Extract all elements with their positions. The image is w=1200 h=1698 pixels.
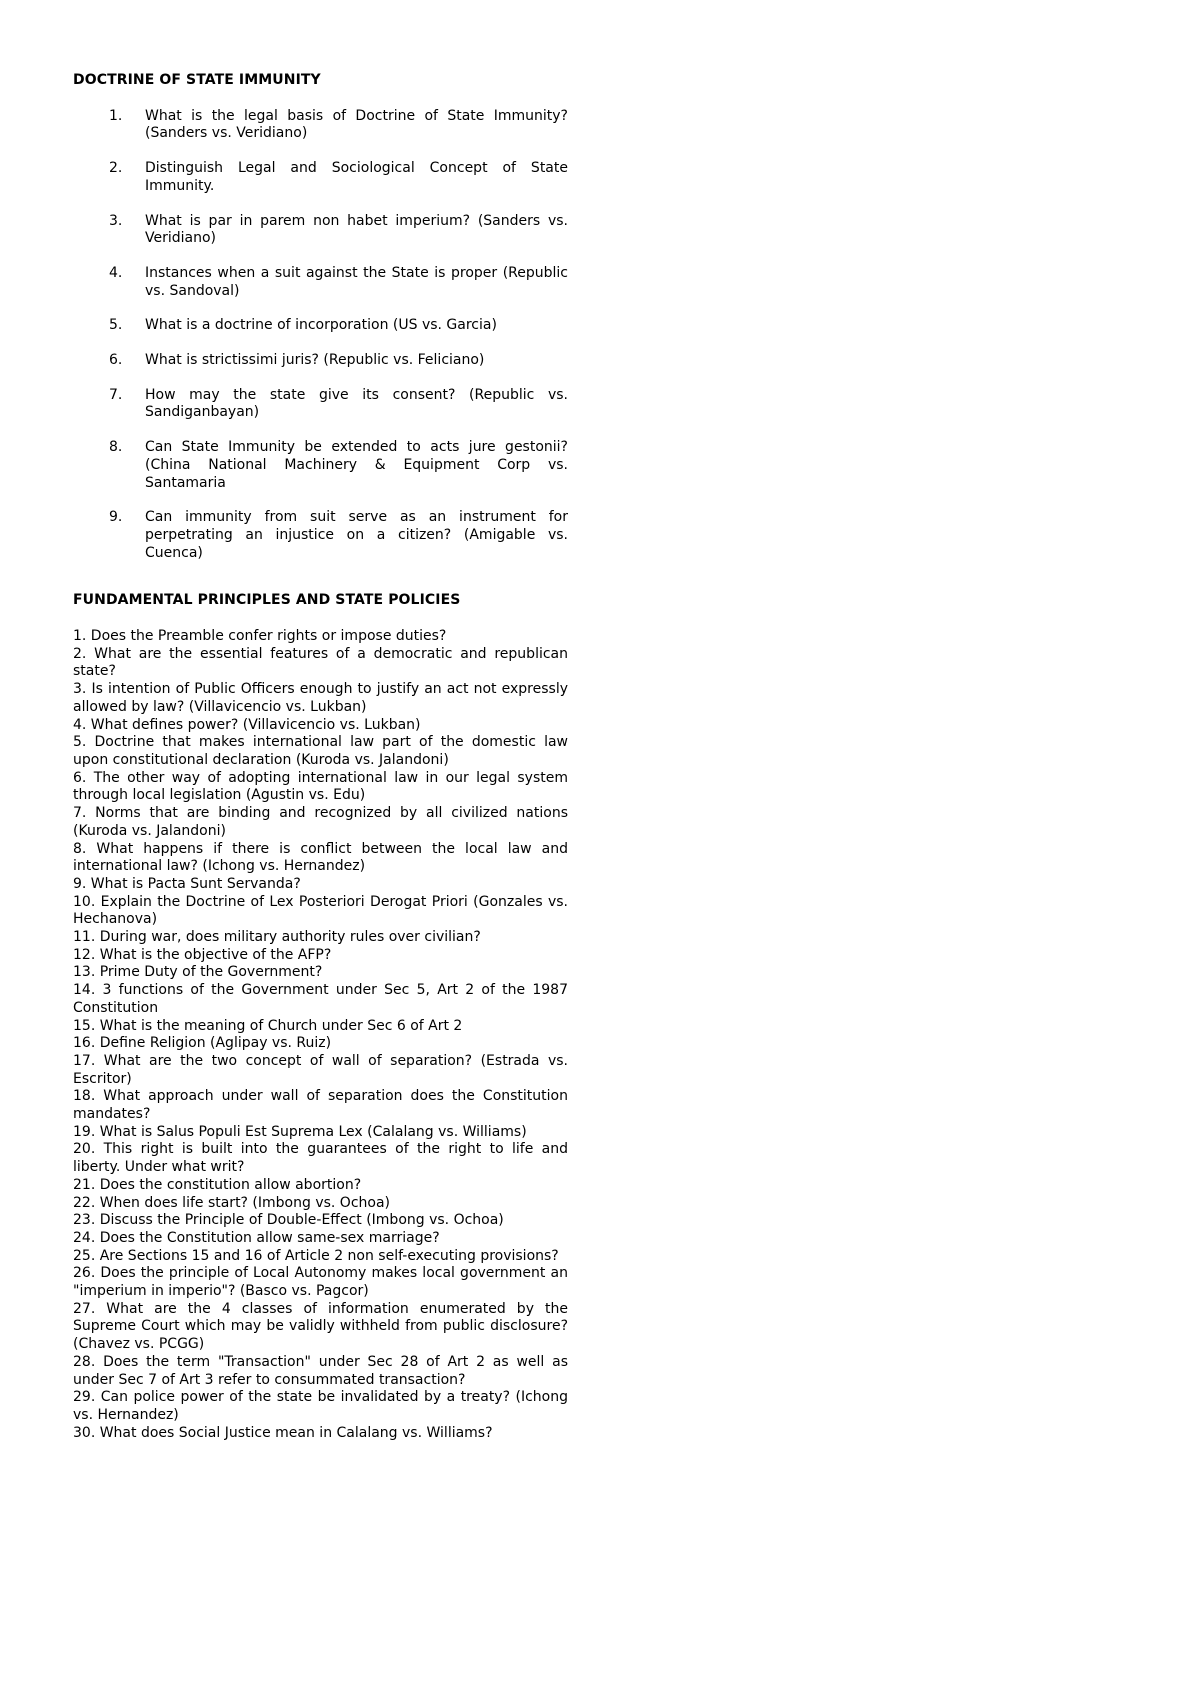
question-item: 18. What approach under wall of separation does the Constitution mandates? xyxy=(73,1088,568,1123)
question-item: 23. Discuss the Principle of Double-Effect (Imbong vs. Ochoa) xyxy=(73,1212,504,1229)
question-item: 30. What does Social Justice mean in Calalang vs. Williams? xyxy=(73,1424,493,1441)
list-item xyxy=(73,439,568,492)
list-item xyxy=(73,213,568,248)
question-item: 11. During war, does military authority rules over civilian? xyxy=(73,929,481,946)
question-item: 8. What happens if there is conflict between the local law and international law? (Ichong vs. Hernandez) xyxy=(73,840,568,875)
question-item: 10. Explain the Doctrine of Lex Posteriori Derogat Priori (Gonzales vs. Hechanova) xyxy=(73,893,568,928)
list-item-text: What is the legal basis of Doctrine of State Immunity? (Sanders vs. Veridiano) xyxy=(145,107,568,142)
question-item: 5. Doctrine that makes international law part of the domestic law upon constitutional declaration (Kuroda vs. Jalandoni) xyxy=(73,734,568,768)
text-column xyxy=(73,72,568,1442)
list-item xyxy=(73,265,568,300)
section2-heading: FUNDAMENTAL PRINCIPLES AND STATE POLICIES xyxy=(73,592,461,609)
question-item: 7. Norms that are binding and recognized by all civilized nations (Kuroda vs. Jalandoni) xyxy=(73,805,568,839)
list-item xyxy=(73,160,568,195)
list-item-number: 8. xyxy=(109,439,123,456)
question-item: 24. Does the Constitution allow same-sex marriage? xyxy=(73,1229,440,1246)
question-item: 2. What are the essential features of a democratic and republican state? xyxy=(73,645,568,680)
list-item-number: 3. xyxy=(109,212,123,229)
list-item xyxy=(73,352,568,370)
list-item-number: 9. xyxy=(109,509,123,526)
list-item-text: Distinguish Legal and Sociological Concept of State Immunity. xyxy=(145,160,568,194)
list-item-number: 6. xyxy=(109,352,123,369)
list-item-number: 7. xyxy=(109,386,123,403)
section2-list xyxy=(73,628,568,1442)
list-item xyxy=(73,387,568,422)
question-item: 29. Can police power of the state be invalidated by a treaty? (Ichong vs. Hernandez) xyxy=(73,1389,568,1423)
question-item: 17. What are the two concept of wall of separation? (Estrada vs. Escritor) xyxy=(73,1052,568,1087)
question-item: 25. Are Sections 15 and 16 of Article 2 non self-executing provisions? xyxy=(73,1247,559,1264)
question-item: 26. Does the principle of Local Autonomy makes local government an "imperium in imperio"? (Basco vs. Pagcor) xyxy=(73,1265,568,1300)
question-item: 16. Define Religion (Aglipay vs. Ruiz) xyxy=(73,1035,332,1052)
question-item: 12. What is the objective of the AFP? xyxy=(73,946,332,963)
section1-list xyxy=(73,108,568,563)
question-item: 15. What is the meaning of Church under Sec 6 of Art 2 xyxy=(73,1017,463,1034)
list-item-text: What is strictissimi juris? (Republic vs. Feliciano) xyxy=(145,352,485,369)
question-item: 21. Does the constitution allow abortion? xyxy=(73,1176,362,1193)
question-item: 6. The other way of adopting international law in our legal system through local legislation (Agustin vs. Edu) xyxy=(73,769,568,804)
list-item-text: Can State Immunity be extended to acts jure gestonii? (China National Machinery & Equipment Corp vs. Santamaria xyxy=(145,439,568,491)
list-item-number: 2. xyxy=(109,160,123,177)
list-item-text: How may the state give its consent? (Republic vs. Sandiganbayan) xyxy=(145,386,568,421)
list-item-text: What is a doctrine of incorporation (US vs. Garcia) xyxy=(145,317,497,334)
question-item: 19. What is Salus Populi Est Suprema Lex (Calalang vs. Williams) xyxy=(73,1123,527,1140)
question-item: 1. Does the Preamble confer rights or impose duties? xyxy=(73,628,447,645)
list-item xyxy=(73,509,568,562)
question-item: 22. When does life start? (Imbong vs. Ochoa) xyxy=(73,1194,391,1211)
question-item: 4. What defines power? (Villavicencio vs. Lukban) xyxy=(73,716,421,733)
question-item: 13. Prime Duty of the Government? xyxy=(73,964,323,981)
list-item xyxy=(73,108,568,143)
list-item-text: Can immunity from suit serve as an instrument for perpetrating an injustice on a citizen? (Amigable vs. Cuenca) xyxy=(145,509,568,561)
list-item-number: 5. xyxy=(109,317,123,334)
list-item-text: What is par in parem non habet imperium? (Sanders vs. Veridiano) xyxy=(145,212,568,247)
question-item: 14. 3 functions of the Government under Sec 5, Art 2 of the 1987 Constitution xyxy=(73,982,568,1016)
list-item-text: Instances when a suit against the State is proper (Republic vs. Sandoval) xyxy=(145,264,568,299)
question-item: 28. Does the term "Transaction" under Sec 28 of Art 2 as well as under Sec 7 of Art 3 refer to consummated transaction? xyxy=(73,1353,568,1388)
section1-heading: DOCTRINE OF STATE IMMUNITY xyxy=(73,72,321,88)
list-item-number: 4. xyxy=(109,264,123,281)
question-item: 3. Is intention of Public Officers enough to justify an act not expressly allowed by law? (Villavicencio vs. Lukban) xyxy=(73,681,568,715)
question-item: 20. This right is built into the guarantees of the right to life and liberty. Under what writ? xyxy=(73,1141,568,1176)
list-item-number: 1. xyxy=(109,107,123,124)
question-item: 27. What are the 4 classes of information enumerated by the Supreme Court which may be validly withheld from public disclosure? (Chavez vs. PCGG) xyxy=(73,1300,568,1353)
question-item: 9. What is Pacta Sunt Servanda? xyxy=(73,875,301,892)
list-item xyxy=(73,317,568,335)
